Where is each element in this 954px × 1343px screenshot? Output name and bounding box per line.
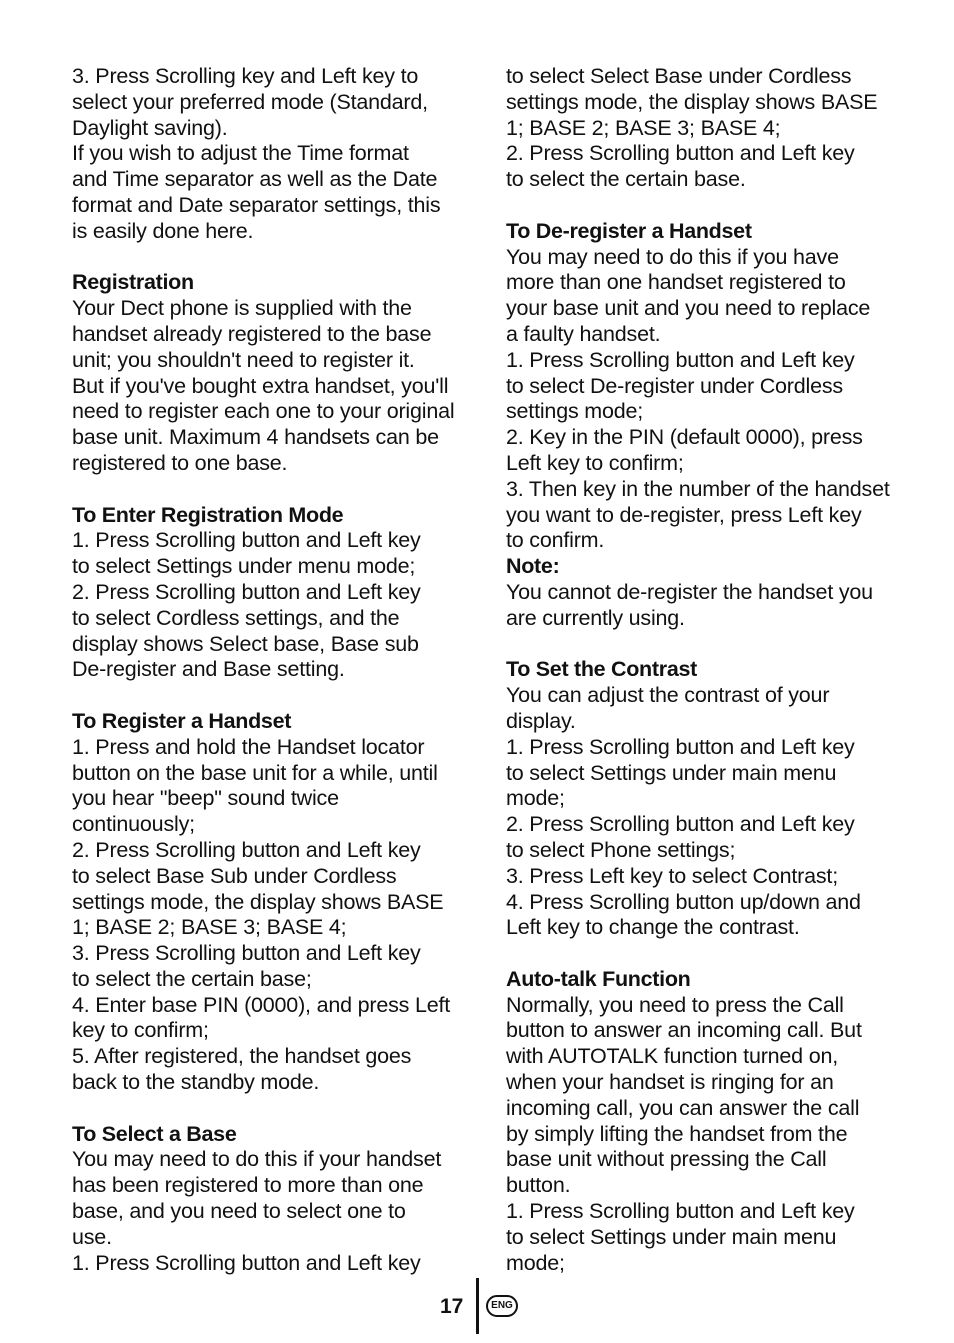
text-line: You cannot de-register the handset you: [506, 579, 873, 604]
section-registration: [72, 270, 462, 476]
text-line: 1; BASE 2; BASE 3; BASE 4;: [506, 115, 781, 140]
text-line: 1. Press Scrolling button and Left key: [72, 528, 421, 553]
text-line: select your preferred mode (Standard,: [72, 89, 428, 114]
text-line: You may need to do this if you have: [506, 244, 839, 269]
text-line: back to the standby mode.: [72, 1070, 320, 1095]
spacer: [506, 941, 898, 967]
spacer: [72, 245, 462, 271]
text-line: 1. Press Scrolling button and Left key: [506, 1199, 855, 1224]
section-enter-registration-mode: [72, 503, 462, 684]
text-line: 5. After registered, the handset goes: [72, 1044, 412, 1069]
section-autotalk-function: [506, 967, 898, 1277]
text-line: Left key to confirm;: [506, 450, 684, 475]
text-line: 4. Press Scrolling button up/down and: [506, 889, 861, 914]
page-number: 17: [440, 1295, 464, 1318]
text-line: to select Settings under main menu: [506, 1224, 837, 1249]
text-line: 1. Press Scrolling button and Left key: [72, 1250, 421, 1275]
text-line: 3. Press Scrolling button and Left key: [72, 941, 421, 966]
text-line: You may need to do this if your handset: [72, 1147, 442, 1172]
text-line: your base unit and you need to replace: [506, 296, 871, 321]
section-select-base: [72, 1122, 462, 1277]
text-line: to select Cordless settings, and the: [72, 605, 400, 630]
text-line: has been registered to more than one: [72, 1173, 424, 1198]
section-deregister-handset: [506, 219, 898, 632]
text-line: incoming call, you can answer the call: [506, 1095, 860, 1120]
text-line: base, and you need to select one to: [72, 1199, 406, 1224]
section-heading: To Enter Registration Mode: [72, 502, 344, 527]
text-line: De-register and Base setting.: [72, 657, 345, 682]
text-line: button on the base unit for a while, until: [72, 760, 438, 785]
text-line: mode;: [506, 1250, 565, 1275]
text-line: a faulty handset.: [506, 321, 661, 346]
text-line: with AUTOTALK function turned on,: [506, 1044, 839, 1069]
text-line: 2. Press Scrolling button and Left key: [506, 812, 855, 837]
text-line: base unit. Maximum 4 handsets can be: [72, 425, 439, 450]
text-line: Normally, you need to press the Call: [506, 992, 844, 1017]
text-line: are currently using.: [506, 605, 685, 630]
text-line: But if you've bought extra handset, you'll: [72, 373, 449, 398]
text-line: 2. Key in the PIN (default 0000), press: [506, 425, 863, 450]
text-line: to select Settings under menu mode;: [72, 554, 416, 579]
text-line: button to answer an incoming call. But: [506, 1018, 862, 1043]
text-line: registered to one base.: [72, 450, 288, 475]
text-line: 2. Press Scrolling button and Left key: [72, 837, 421, 862]
footer-divider: [476, 1278, 479, 1334]
text-line: mode;: [506, 786, 565, 811]
text-line: key to confirm;: [72, 1018, 209, 1043]
paragraph-mode-selection: [72, 64, 462, 245]
text-line: to select Settings under main menu: [506, 760, 837, 785]
text-line: 4. Enter base PIN (0000), and press Left: [72, 992, 451, 1017]
text-line: settings mode;: [506, 399, 644, 424]
section-register-handset: [72, 709, 462, 1096]
text-line: 1; BASE 2; BASE 3; BASE 4;: [72, 915, 347, 940]
text-line: to select the certain base.: [506, 167, 746, 192]
text-line: to select Phone settings;: [506, 837, 736, 862]
text-line: settings mode, the display shows BASE: [72, 889, 444, 914]
text-line: handset already registered to the base: [72, 321, 432, 346]
section-heading: To Register a Handset: [72, 708, 292, 733]
text-line: 3. Press Scrolling key and Left key to: [72, 64, 419, 88]
section-heading: To De-register a Handset: [506, 218, 752, 243]
section-heading: To Set the Contrast: [506, 657, 697, 682]
text-line: continuously;: [72, 812, 195, 837]
text-line: by simply lifting the handset from the: [506, 1121, 848, 1146]
text-line: 2. Press Scrolling button and Left key: [72, 579, 421, 604]
spacer: [72, 477, 462, 503]
spacer: [72, 1096, 462, 1122]
text-line: 3. Press Left key to select Contrast;: [506, 863, 838, 888]
spacer: [506, 193, 898, 219]
spacer: [72, 683, 462, 709]
text-line: to select the certain base;: [72, 966, 312, 991]
text-line: Daylight saving).: [72, 115, 228, 140]
section-heading: Registration: [72, 270, 194, 295]
paragraph-select-base-continued: [506, 64, 898, 193]
text-line: is easily done here.: [72, 218, 254, 243]
section-heading: Auto-talk Function: [506, 966, 691, 991]
text-line: to select Select Base under Cordless: [506, 64, 852, 88]
text-line: 1. Press and hold the Handset locator: [72, 734, 425, 759]
text-line: 3. Then key in the number of the handset: [506, 476, 890, 501]
note-heading: Note:: [506, 554, 560, 579]
text-line: You can adjust the contrast of your: [506, 683, 830, 708]
section-heading: To Select a Base: [72, 1121, 237, 1146]
page-footer: [430, 1278, 550, 1334]
text-line: to confirm.: [506, 528, 605, 553]
text-line: Your Dect phone is supplied with the: [72, 296, 412, 321]
spacer: [506, 632, 898, 658]
language-badge: ENG: [486, 1295, 518, 1317]
text-line: to select De-register under Cordless: [506, 373, 843, 398]
text-line: 2. Press Scrolling button and Left key: [506, 141, 855, 166]
text-line: use.: [72, 1224, 112, 1249]
text-line: If you wish to adjust the Time format: [72, 141, 409, 166]
text-line: need to register each one to your original: [72, 399, 455, 424]
text-line: to select Base Sub under Cordless: [72, 863, 397, 888]
text-line: base unit without pressing the Call: [506, 1147, 827, 1172]
text-line: Left key to change the contrast.: [506, 915, 800, 940]
text-line: you hear "beep" sound twice: [72, 786, 339, 811]
right-column: [506, 64, 898, 1276]
text-line: display shows Select base, Base sub: [72, 631, 419, 656]
text-line: 1. Press Scrolling button and Left key: [506, 734, 855, 759]
text-line: button.: [506, 1173, 571, 1198]
text-line: unit; you shouldn't need to register it.: [72, 347, 415, 372]
text-line: 1. Press Scrolling button and Left key: [506, 347, 855, 372]
text-line: you want to de-register, press Left key: [506, 502, 862, 527]
left-column: [72, 64, 462, 1276]
text-line: format and Date separator settings, this: [72, 192, 441, 217]
text-line: settings mode, the display shows BASE: [506, 89, 878, 114]
text-line: when your handset is ringing for an: [506, 1070, 834, 1095]
text-line: display.: [506, 708, 576, 733]
text-line: and Time separator as well as the Date: [72, 167, 438, 192]
section-set-contrast: [506, 657, 898, 941]
text-line: more than one handset registered to: [506, 270, 846, 295]
